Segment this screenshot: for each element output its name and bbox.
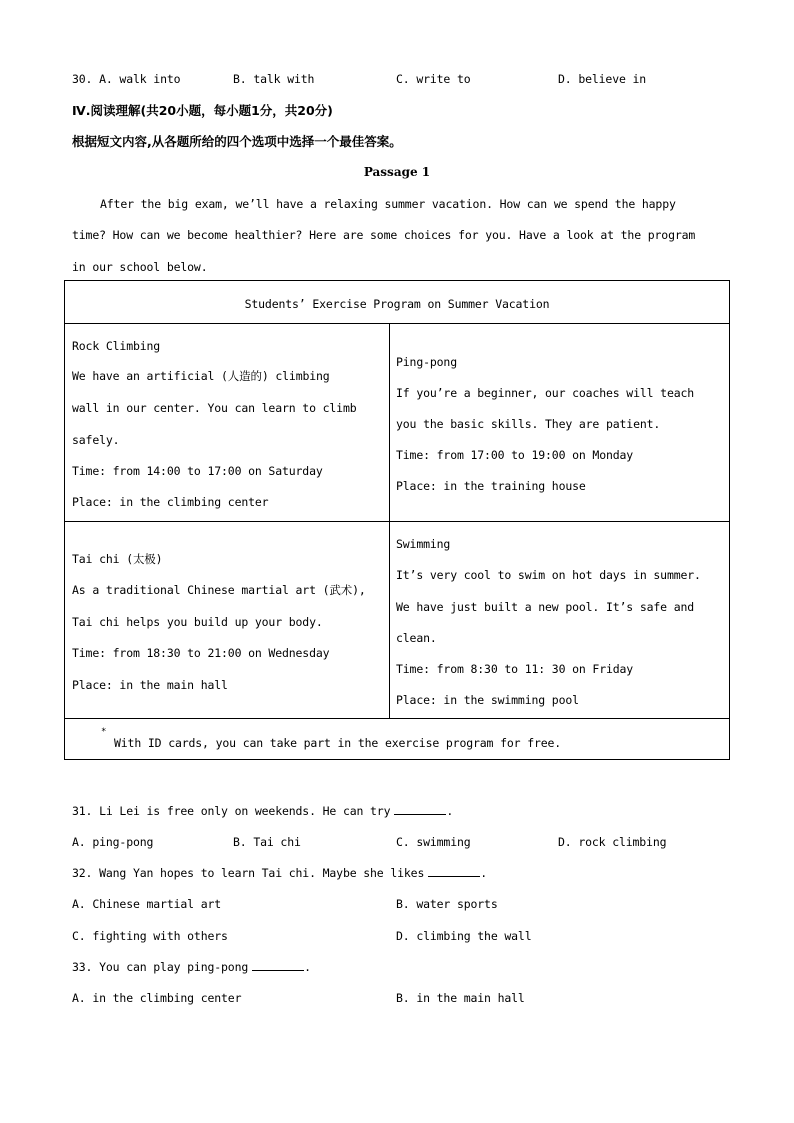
question-33-option-a: A. in the climbing center — [72, 991, 242, 1005]
question-32-option-a: A. Chinese martial art — [72, 897, 222, 911]
cell-time: Time: from 18:30 to 21:00 on Wednesday — [72, 646, 330, 660]
question-33-end: . — [304, 960, 311, 974]
table-column-divider — [389, 323, 390, 718]
cell-place: Place: in the climbing center — [72, 495, 269, 509]
question-31-end: . — [446, 804, 454, 818]
q30-label: 30. — [72, 72, 93, 86]
cell-place: Place: in the swimming pool — [396, 693, 579, 707]
cell-place: Place: in the main hall — [72, 678, 228, 692]
cell-line: you the basic skills. They are patient. — [396, 417, 661, 431]
intro-line-1: After the big exam, we’ll have a relaxing summer vacation. How can we spend the happy — [100, 197, 676, 211]
question-32-text: 32. Wang Yan hopes to learn Tai chi. Maybe she likes — [72, 866, 425, 880]
cell-line: We have an artificial (人造的) climbing — [72, 369, 330, 383]
cell-heading: Tai chi (太极) — [72, 552, 163, 566]
q30-option-a-text: A. walk into — [99, 72, 181, 86]
question-31-option-b: B. Tai chi — [233, 835, 301, 849]
cell-place: Place: in the training house — [396, 479, 586, 493]
cell-line: safely. — [72, 433, 120, 447]
question-32-option-c: C. fighting with others — [72, 929, 228, 943]
cell-heading: Ping-pong — [396, 355, 457, 369]
cell-line: Tai chi helps you build up your body. — [72, 615, 323, 629]
answer-blank — [252, 960, 304, 971]
question-31-option-d: D. rock climbing — [558, 835, 667, 849]
passage-title: Passage 1 — [363, 165, 431, 179]
cell-heading: Swimming — [396, 537, 451, 551]
q30-option-d: D. believe in — [558, 72, 647, 86]
answer-blank — [428, 866, 480, 877]
question-31-option-c: C. swimming — [396, 835, 471, 849]
question-33-option-b: B. in the main hall — [396, 991, 525, 1005]
section-instruction: 根据短文内容,从各题所给的四个选项中选择一个最佳答案。 — [72, 134, 402, 149]
answer-blank — [394, 804, 446, 815]
question-32-option-b: B. water sports — [396, 897, 498, 911]
cell-line: clean. — [396, 631, 437, 645]
exercise-program-table — [64, 280, 730, 760]
cell-line: We have just built a new pool. It’s safe and — [396, 600, 695, 614]
q30-option-a — [72, 72, 180, 86]
intro-line-3: in our school below. — [72, 260, 208, 274]
cell-line: It’s very cool to swim on hot days in summer. — [396, 568, 701, 582]
cell-heading: Rock Climbing — [72, 339, 161, 353]
cell-line: wall in our center. You can learn to climb — [72, 401, 357, 415]
table-title: Students’ Exercise Program on Summer Vacation — [244, 297, 550, 311]
question-31-text: 31. Li Lei is free only on weekends. He can try — [72, 804, 391, 818]
footnote-asterisk: * — [101, 727, 107, 737]
cell-line: As a traditional Chinese martial art (武术), — [72, 583, 366, 597]
question-32-option-d: D. climbing the wall — [396, 929, 532, 943]
table-row-divider — [65, 521, 729, 522]
cell-time: Time: from 8:30 to 11: 30 on Friday — [396, 662, 634, 676]
question-31-option-a: A. ping-pong — [72, 835, 154, 849]
cell-line: If you’re a beginner, our coaches will teach — [396, 386, 695, 400]
q30-option-c: C. write to — [396, 72, 471, 86]
question-33-stem — [72, 960, 311, 974]
question-31-stem — [72, 804, 453, 818]
question-32-end: . — [480, 866, 488, 880]
cell-time: Time: from 17:00 to 19:00 on Monday — [396, 448, 634, 462]
cell-time: Time: from 14:00 to 17:00 on Saturday — [72, 464, 323, 478]
table-row-divider — [65, 718, 729, 719]
q30-option-b: B. talk with — [233, 72, 315, 86]
question-32-stem — [72, 866, 487, 880]
section-heading: Ⅳ.阅读理解(共20小题，每小题1分，共20分) — [72, 103, 333, 118]
intro-line-2: time? How can we become healthier? Here are some choices for you. Have a look at the program — [72, 228, 696, 242]
question-33-text: 33. You can play ping-pong — [72, 960, 249, 974]
table-row-divider — [65, 323, 729, 324]
table-footnote: With ID cards, you can take part in the exercise program for free. — [114, 736, 562, 750]
